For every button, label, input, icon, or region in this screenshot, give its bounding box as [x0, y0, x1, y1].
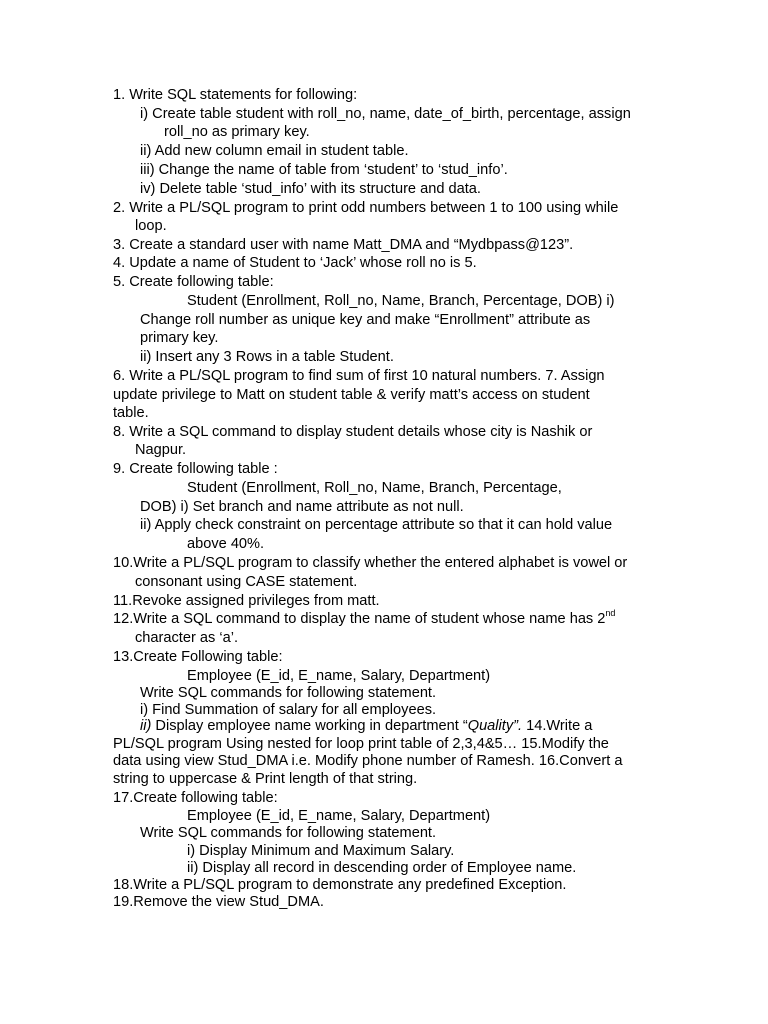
italic-text: ii) — [140, 718, 152, 734]
text-line: i) Display Minimum and Maximum Salary. — [187, 843, 455, 859]
text-line: Nagpur. — [135, 442, 187, 458]
text-line: Student (Enrollment, Roll_no, Name, Branch, Percentage, — [187, 480, 562, 496]
text-line: DOB) i) Set branch and name attribute as not null. — [140, 499, 464, 515]
text-line: iv) Delete table ‘stud_info’ with its structure and data. — [140, 181, 481, 197]
text-line: 3. Create a standard user with name Matt_DMA and “Mydbpass@123”. — [113, 237, 574, 253]
text-line: ii) Insert any 3 Rows in a table Student. — [140, 349, 394, 365]
text-line: 10.Write a PL/SQL program to classify whether the entered alphabet is vowel or — [113, 555, 628, 571]
text-line: ii) Apply check constraint on percentage attribute so that it can hold value — [140, 517, 613, 533]
text-line: i) Find Summation of salary for all employees. — [140, 702, 437, 718]
text-line: ii) Add new column email in student table. — [140, 143, 409, 159]
text-line: i) Create table student with roll_no, name, date_of_birth, percentage, assign — [140, 106, 631, 122]
text-line: 6. Write a PL/SQL program to find sum of first 10 natural numbers. 7. Assign — [113, 368, 605, 384]
italic-text: Quality”. — [467, 718, 523, 734]
text-line: loop. — [135, 218, 167, 234]
text-line: data using view Stud_DMA i.e. Modify phone number of Ramesh. 16.Convert a — [113, 753, 623, 769]
text-line: Write SQL commands for following statement. — [140, 825, 437, 841]
text-line: character as ‘a’. — [135, 630, 239, 646]
text-line: table. — [113, 405, 149, 421]
text-line: 2. Write a PL/SQL program to print odd numbers between 1 to 100 using while — [113, 200, 619, 216]
text-line: 9. Create following table : — [113, 461, 278, 477]
text-span: 14.Write a — [522, 718, 593, 734]
text-line: 8. Write a SQL command to display student details whose city is Nashik or — [113, 424, 593, 440]
text-line: iii) Change the name of table from ‘student’ to ‘stud_info’. — [140, 162, 508, 178]
text-line: Write SQL commands for following statement. — [140, 685, 437, 701]
text-line: 5. Create following table: — [113, 274, 274, 290]
text-line: 1. Write SQL statements for following: — [113, 87, 358, 103]
text-line: above 40%. — [187, 536, 265, 552]
text-line: Employee (E_id, E_name, Salary, Department) — [187, 668, 491, 684]
text-line: Student (Enrollment, Roll_no, Name, Branch, Percentage, DOB) i) — [187, 293, 615, 309]
text-line: roll_no as primary key. — [164, 124, 310, 140]
text-line: 11.Revoke assigned privileges from matt. — [113, 593, 380, 609]
text-line: Employee (E_id, E_name, Salary, Department) — [187, 808, 491, 824]
text-line — [113, 610, 615, 628]
text-line: ii) Display all record in descending order of Employee name. — [187, 860, 577, 876]
ordinal-superscript: nd — [605, 608, 616, 619]
text-line: string to uppercase & Print length of that string. — [113, 771, 418, 787]
text-line — [140, 717, 592, 735]
text-line: update privilege to Matt on student table & verify matt’s access on student — [113, 387, 590, 403]
text-line: 18.Write a PL/SQL program to demonstrate any predefined Exception. — [113, 877, 567, 893]
text-line: primary key. — [140, 330, 219, 346]
text-line: consonant using CASE statement. — [135, 574, 358, 590]
text-line-main: 12.Write a SQL command to display the name of student whose name has 2 — [113, 611, 606, 627]
text-line: 19.Remove the view Stud_DMA. — [113, 894, 324, 910]
text-span: Display employee name working in department “ — [151, 718, 468, 734]
text-line: 17.Create following table: — [113, 790, 278, 806]
text-line: 13.Create Following table: — [113, 649, 283, 665]
text-line: PL/SQL program Using nested for loop print table of 2,3,4&5… 15.Modify the — [113, 736, 609, 752]
text-line: Change roll number as unique key and make “Enrollment” attribute as — [140, 312, 591, 328]
text-line: 4. Update a name of Student to ‘Jack’ whose roll no is 5. — [113, 255, 477, 271]
